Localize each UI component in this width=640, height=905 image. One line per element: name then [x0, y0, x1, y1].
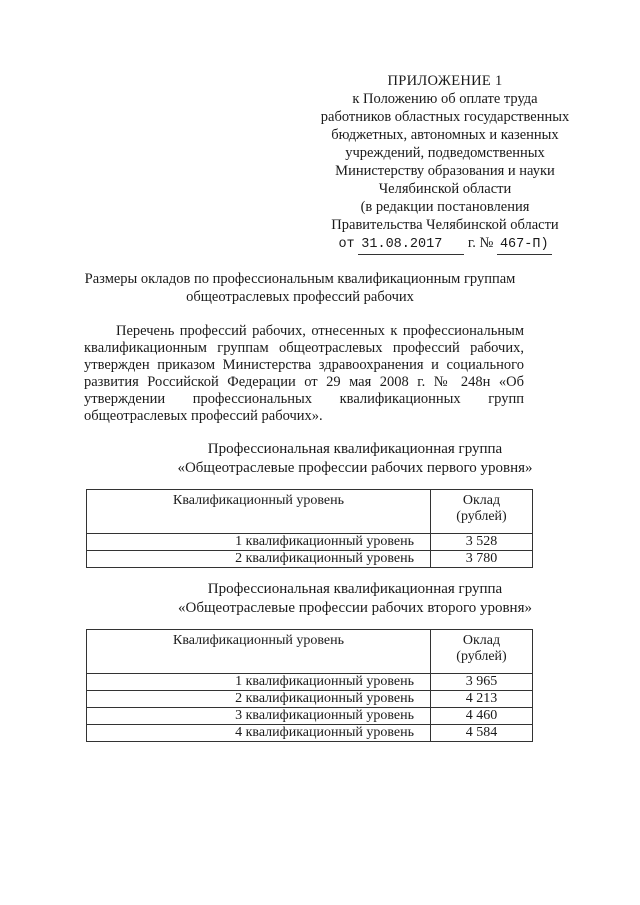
appendix-header — [300, 72, 590, 255]
group-2-title — [120, 580, 590, 618]
level-cell: 2 квалификационный уровень — [87, 551, 431, 568]
salary-cell: 3 780 — [431, 551, 533, 568]
col-salary-header — [431, 630, 533, 674]
salary-cell: 4 460 — [431, 708, 533, 725]
table-row — [87, 725, 533, 742]
col-salary-label: Оклад — [462, 493, 501, 508]
group-2-table — [86, 629, 533, 742]
header-line: к Положению об оплате труда — [352, 91, 538, 107]
level-cell: 1 квалификационный уровень — [87, 534, 431, 551]
appendix-title: ПРИЛОЖЕНИЕ 1 — [387, 73, 503, 89]
header-line: (в редакции постановления — [360, 199, 530, 215]
header-line: бюджетных, автономных и казенных — [331, 127, 559, 143]
salary-cell: 3 528 — [431, 534, 533, 551]
salary-cell: 3 965 — [431, 674, 533, 691]
decree-number: 467-П) — [497, 236, 552, 255]
table-row — [87, 534, 533, 551]
table-header-row — [87, 630, 533, 674]
title-line-2: общеотраслевых профессий рабочих — [186, 289, 414, 305]
table-row — [87, 551, 533, 568]
group-title-line-2: «Общеотраслевые профессии рабочих второго уровня» — [178, 600, 532, 616]
header-line: работников областных государственных — [320, 109, 570, 125]
col-salary-unit: (рублей) — [456, 649, 507, 664]
decree-date: 31.08.2017 — [358, 236, 464, 255]
level-cell: 3 квалификационный уровень — [87, 708, 431, 725]
table-row — [87, 708, 533, 725]
decree-date-line — [300, 234, 590, 255]
group-title-line-1: Профессиональная квалификационная группа — [207, 441, 503, 457]
level-cell: 2 квалификационный уровень — [87, 691, 431, 708]
intro-paragraph — [84, 323, 524, 425]
group-1-title — [120, 440, 590, 478]
level-cell: 4 квалификационный уровень — [87, 725, 431, 742]
table-header-row — [87, 490, 533, 534]
document-title — [70, 270, 530, 306]
level-cell: 1 квалификационный уровень — [87, 674, 431, 691]
col-level-header: Квалификационный уровень — [87, 630, 431, 674]
header-line: учреждений, подведомственных — [345, 145, 545, 161]
group-1-table — [86, 489, 533, 568]
header-line: Министерству образования и науки — [335, 163, 555, 179]
col-salary-unit: (рублей) — [456, 509, 507, 524]
table-row — [87, 691, 533, 708]
col-salary-header — [431, 490, 533, 534]
title-line-1: Размеры окладов по профессиональным квалификационным группам — [84, 271, 516, 287]
header-line: Правительства Челябинской области — [331, 217, 559, 233]
col-level-header: Квалификационный уровень — [87, 490, 431, 534]
date-prefix: от — [338, 237, 355, 252]
intro-text: Перечень профессий рабочих, отнесенных к профессиональным квалификационным группам общеотраслевых профессий рабочих, утвержден приказом Министерства здравоохранения и социального развития Российской Федерации от 29 мая 2008 г. № 248н «Об утверждении профессиональных квалификационных групп общеотраслевых профессий рабочих». — [84, 323, 524, 424]
salary-cell: 4 584 — [431, 725, 533, 742]
header-line: Челябинской области — [378, 181, 512, 197]
year-number-label: г. № — [467, 235, 494, 251]
salary-cell: 4 213 — [431, 691, 533, 708]
table-row — [87, 674, 533, 691]
group-title-line-1: Профессиональная квалификационная группа — [207, 581, 503, 597]
col-salary-label: Оклад — [462, 633, 501, 648]
group-title-line-2: «Общеотраслевые профессии рабочих первого уровня» — [177, 460, 533, 476]
